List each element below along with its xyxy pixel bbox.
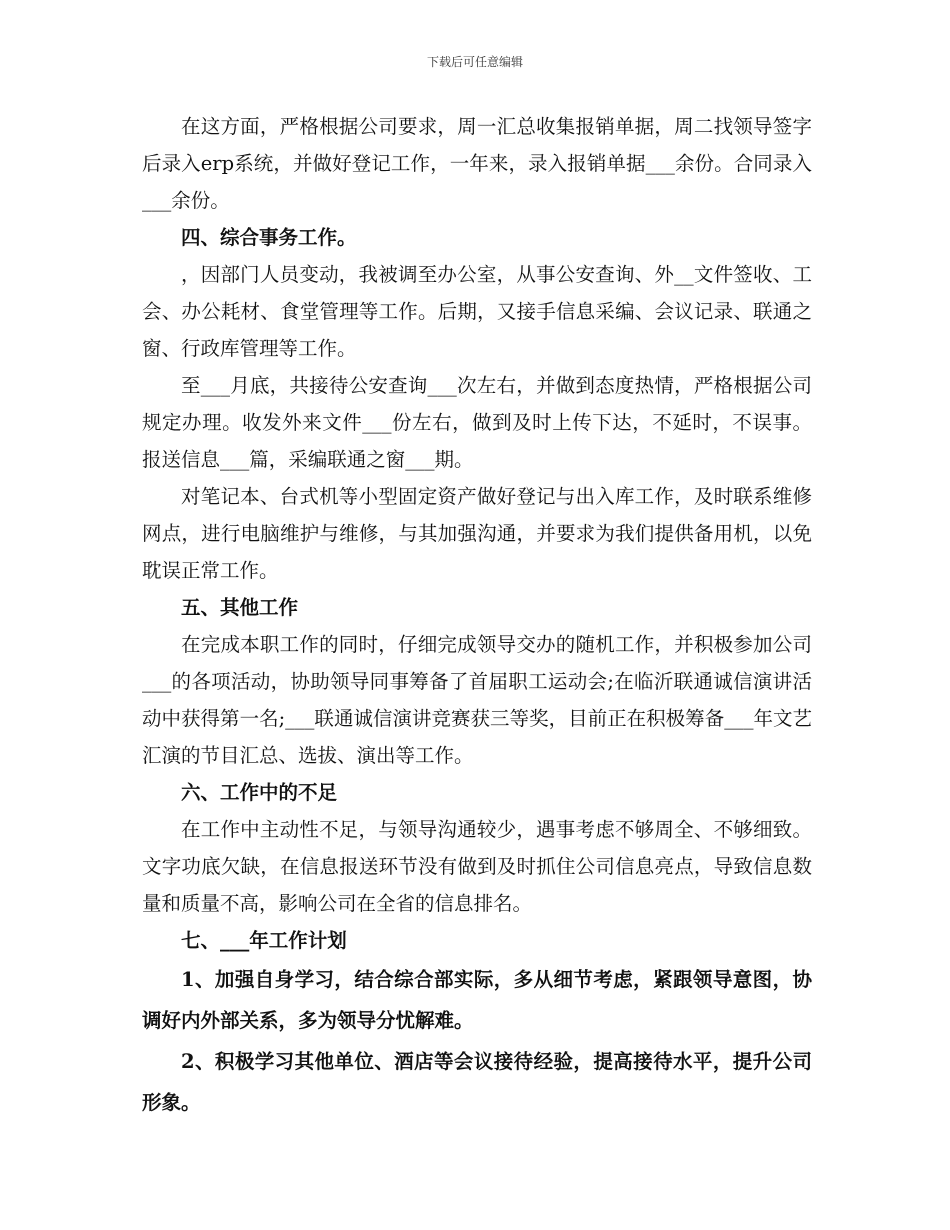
plan-item: 2、积极学习其他单位、酒店等会议接待经验，提高接待水平，提升公司形象。: [142, 1050, 812, 1114]
paragraph: 至___月底，共接待公安查询___次左右，并做到态度热情，严格根据公司规定办理。收发外来文件___份左右，做到及时上传下达，不延时，不误事。报送信息___篇，采编联通之窗___期。: [142, 374, 812, 471]
page-header: 下载后可任意编辑: [426, 55, 523, 69]
plan-item: 1、加强自身学习，结合综合部实际，多从细节考虑，紧跟领导意图，协调好内外部关系，多为领导分忧解难。: [142, 968, 812, 1032]
section-heading: 六、工作中的不足: [181, 781, 338, 804]
paragraph: 在完成本职工作的同时，仔细完成领导交办的随机工作，并积极参加公司___的各项活动，协助领导同事筹备了首届职工运动会;在临沂联通诚信演讲活动中获得第一名;___联通诚信演讲竞赛获三等奖，目前正在积极筹备___年文艺汇演的节目汇总、选拔、演出等工作。: [142, 633, 812, 767]
section-heading: 四、综合事务工作。: [181, 226, 357, 249]
paragraph: 在工作中主动性不足，与领导沟通较少，遇事考虑不够周全、不够细致。文字功底欠缺，在信息报送环节没有做到及时抓住公司信息亮点，导致信息数量和质量不高，影响公司在全省的信息排名。: [142, 818, 812, 915]
document-body: [142, 108, 812, 1123]
paragraph: 对笔记本、台式机等小型固定资产做好登记与出入库工作，及时联系维修网点，进行电脑维护与维修，与其加强沟通，并要求为我们提供备用机，以免耽误正常工作。: [142, 485, 812, 582]
paragraph: ，因部门人员变动，我被调至办公室，从事公安查询、外__文件签收、工会、办公耗材、食堂管理等工作。后期，又接手信息采编、会议记录、联通之窗、行政库管理等工作。: [142, 263, 812, 360]
section-heading: 五、其他工作: [181, 596, 299, 619]
section-heading: 七、___年工作计划: [181, 929, 347, 952]
paragraph: 在这方面，严格根据公司要求，周一汇总收集报销单据，周二找领导签字后录入erp系统，并做好登记工作，一年来，录入报销单据___余份。合同录入___余份。: [142, 115, 812, 212]
